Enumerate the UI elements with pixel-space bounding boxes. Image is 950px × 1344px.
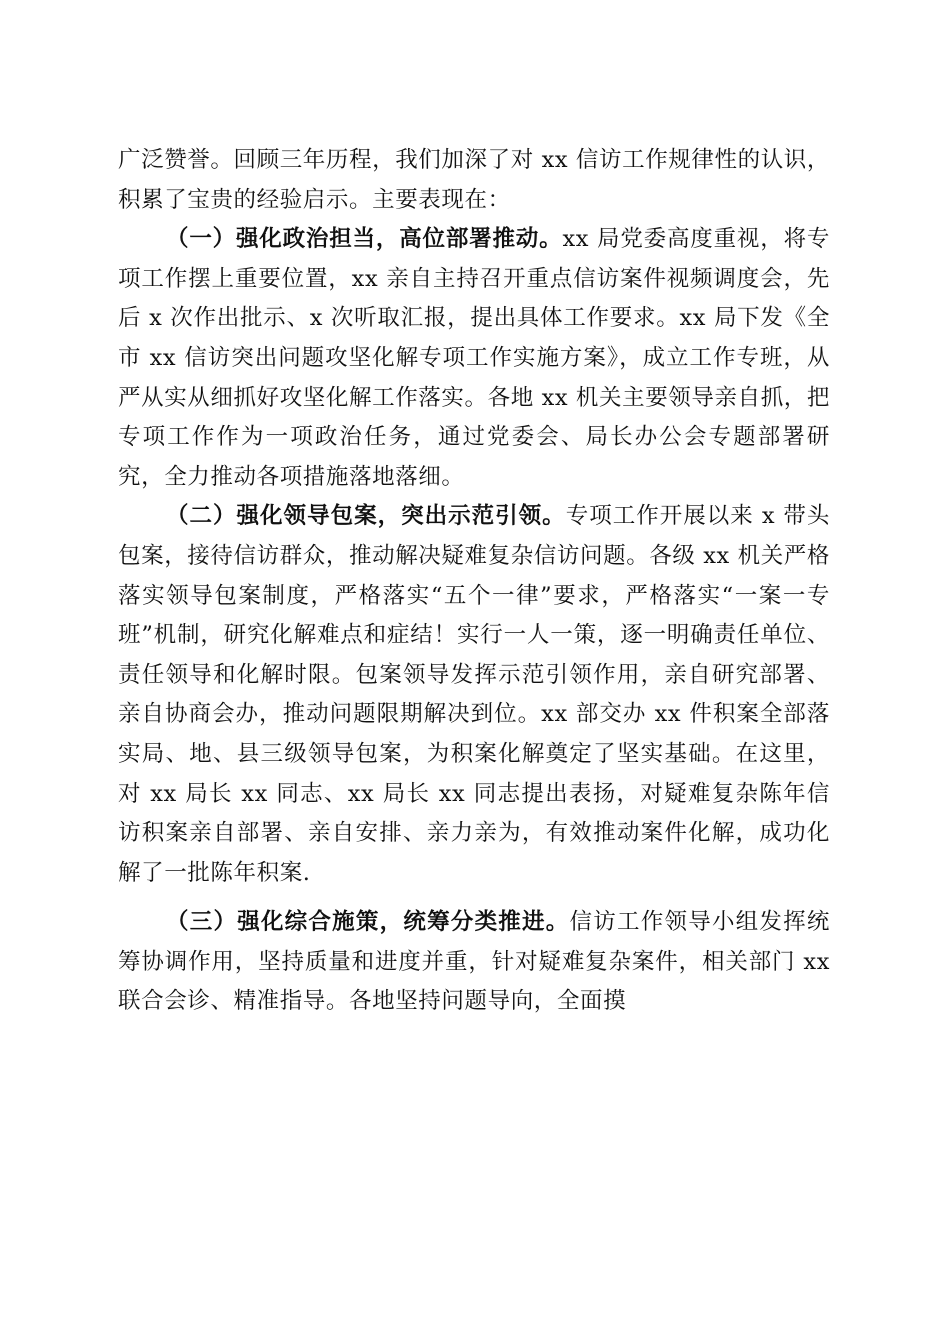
section-2-text: 专项工作开展以来 x 带头包案，接待信访群众，推动解决疑难复杂信访问题。各级 xx 机关严格落实领导包案制度，严格落实“五个一律”要求，严格落实“一案一专班”机制，研究化解难点和症结！实行一人一策，逐一明确责任单位、责任领导和化解时限。包案领导发挥示范引领作用，亲自研究部署、亲自协商会办，推动问题限期解决到位。xx 部交办 xx 件积案全部落实局、地、县三级领导包案，为积案化解奠定了坚实基础。在这里，对 xx 局长 xx 同志、xx 局长 xx 同志提出表扬，对疑难复杂陈年信访积案亲自部署、亲自安排、亲力亲为，有效推动案件化解，成功化解了一批陈年积案. [118, 503, 830, 886]
section-1-heading: （一）强化政治担当，高位部署推动。 [166, 226, 563, 253]
paragraph-intro-text: 广泛赞誉。回顾三年历程，我们加深了对 xx 信访工作规律性的认识，积累了宝贵的经验启示。主要表现在： [118, 147, 830, 213]
section-3-heading: （三）强化综合施策，统筹分类推进。 [166, 909, 570, 936]
paragraph-section-3 [118, 903, 830, 1022]
document-body [118, 141, 830, 1022]
paragraph-section-2 [118, 497, 830, 893]
section-1-text: xx 局党委高度重视，将专项工作摆上重要位置，xx 亲自主持召开重点信访案件视频调度会，先后 x 次作出批示、x 次听取汇报，提出具体工作要求。xx 局下发《全市 xx 信访突出问题攻坚化解专项工作实施方案》，成立工作专班，从严从实从细抓好攻坚化解工作落实。各地 xx 机关主要领导亲自抓，把专项工作作为一项政治任务，通过党委会、局长办公会专题部署研究，全力推动各项措施落地落细。 [118, 226, 830, 490]
paragraph-intro [118, 141, 830, 220]
section-3-text: 信访工作领导小组发挥统筹协调作用，坚持质量和进度并重，针对疑难复杂案件，相关部门 xx 联合会诊、精准指导。各地坚持问题导向，全面摸 [118, 909, 830, 1015]
paragraph-section-1 [118, 220, 830, 497]
section-2-heading: （二）强化领导包案，突出示范引领。 [166, 503, 566, 530]
